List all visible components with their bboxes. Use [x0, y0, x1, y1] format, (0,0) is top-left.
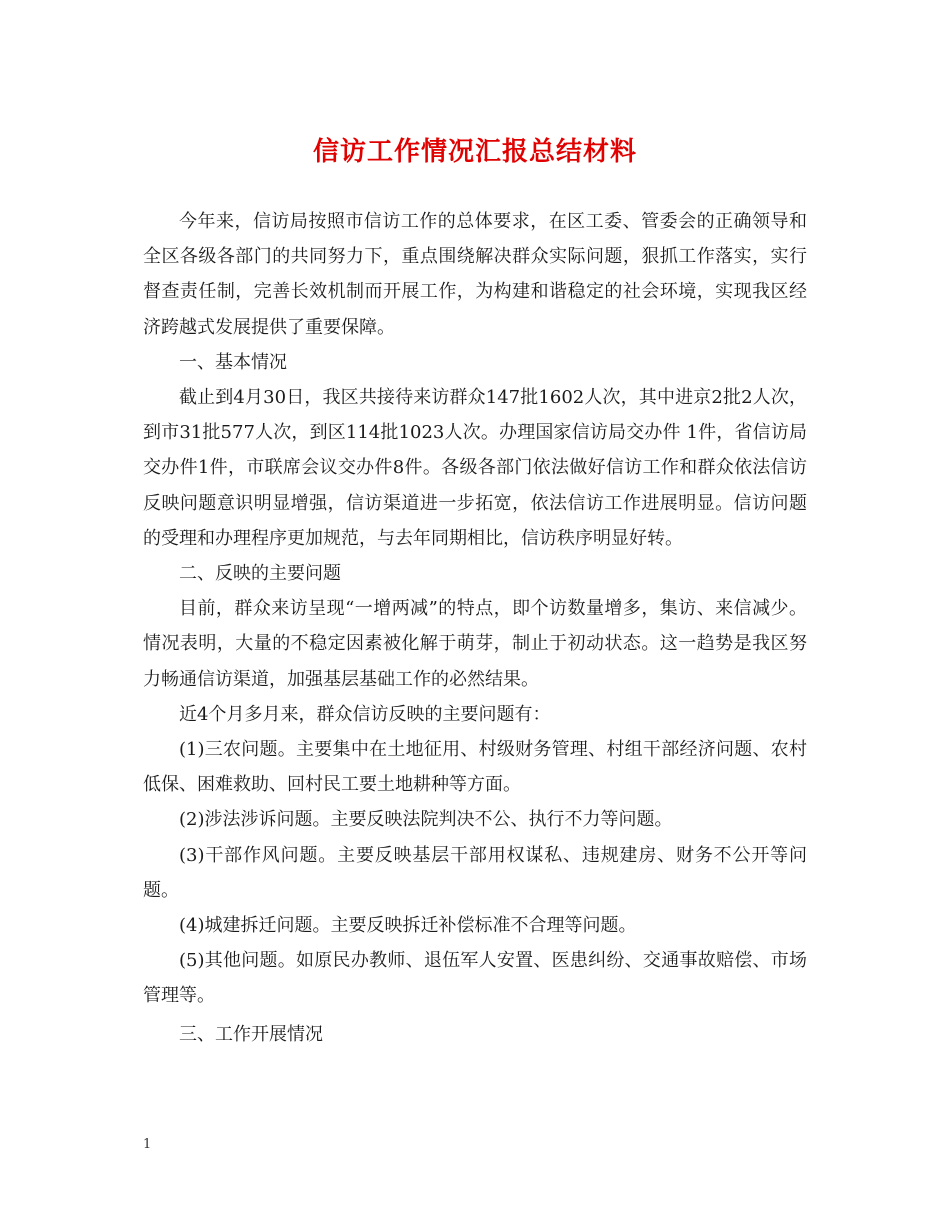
section-heading-basic-situation: 一、基本情况 — [179, 351, 287, 373]
list-item-issue-2: (2)涉法涉诉问题。主要反映法院判决不公、执行不力等问题。 — [179, 809, 673, 831]
page-number: 1 — [143, 1137, 152, 1152]
paragraph-trend: 目前，群众来访呈现“一增两减”的特点，即个访数量增多，集访、来信减少。情况表明，大量的不稳定因素被化解于萌芽，制止于初动状态。这一趋势是我区努力畅通信访渠道，加强基层基础工作的必然结果。 — [143, 598, 807, 690]
paragraph-basic-situation: 截止到4月30日，我区共接待来访群众147批1602人次，其中进京2批2人次，到市31批577人次，到区114批1023人次。办理国家信访局交办件 1件，省信访局交办件1件，市联席会议交办件8件。各级各部门依法做好信访工作和群众依法信访反映问题意识明显增强，信访渠道进一步拓宽，依法信访工作进展明显。信访问题的受理和办理程序更加规范，与去年同期相比，信访秩序明显好转。 — [143, 387, 807, 549]
list-item-issue-4: (4)城建拆迁问题。主要反映拆迁补偿标准不合理等问题。 — [179, 915, 637, 937]
list-item-issue-1: (1)三农问题。主要集中在土地征用、村级财务管理、村组干部经济问题、农村低保、困难救助、回村民工要土地耕种等方面。 — [143, 739, 807, 796]
document-body — [143, 204, 807, 1052]
list-item-issue-3: (3)干部作风问题。主要反映基层干部用权谋私、违规建房、财务不公开等问题。 — [143, 844, 807, 901]
section-heading-work-progress: 三、工作开展情况 — [179, 1023, 323, 1045]
section-heading-main-issues: 二、反映的主要问题 — [179, 563, 341, 585]
paragraph-intro: 今年来，信访局按照市信访工作的总体要求，在区工委、管委会的正确领导和全区各级各部门的共同努力下，重点围绕解决群众实际问题，狠抓工作落实，实行督查责任制，完善长效机制而开展工作，为构建和谐稳定的社会环境，实现我区经济跨越式发展提供了重要保障。 — [143, 211, 807, 338]
paragraph-issues-intro: 近4个月多月来，群众信访反映的主要问题有： — [179, 703, 551, 725]
list-item-issue-5: (5)其他问题。如原民办教师、退伍军人安置、医患纠纷、交通事故赔偿、市场管理等。 — [143, 950, 807, 1007]
document-title: 信访工作情况汇报总结材料 — [312, 137, 637, 167]
